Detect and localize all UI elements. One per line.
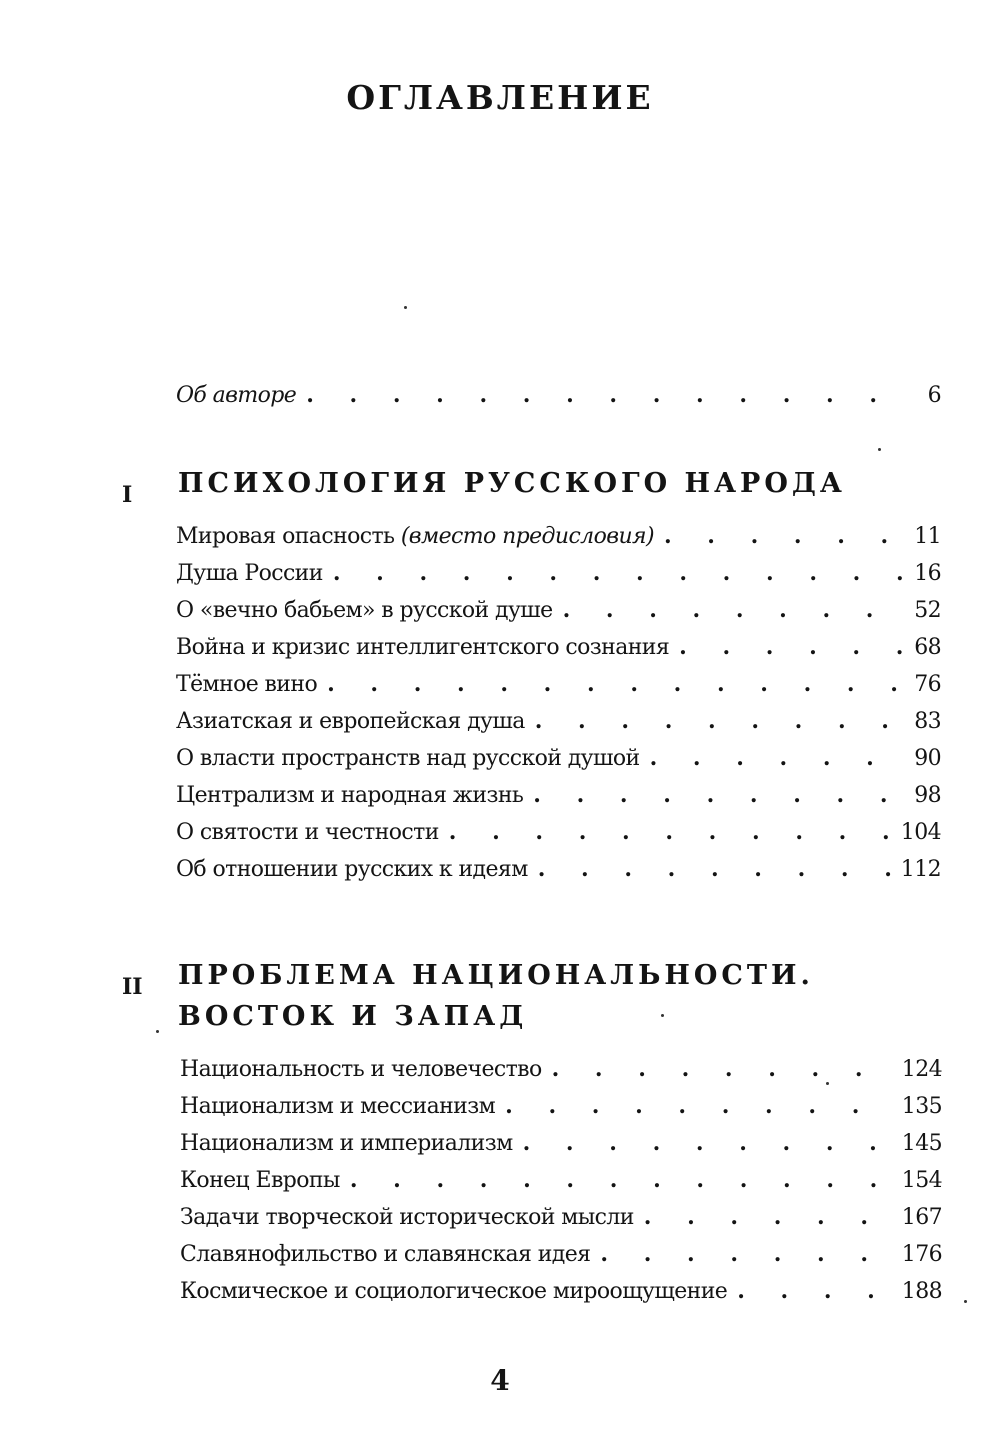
toc-entry[interactable]	[176, 521, 941, 552]
toc-entry-label: О «вечно бабьем» в русской душе	[176, 598, 553, 623]
dot-leader	[679, 632, 903, 662]
toc-entry-label: Душа России	[176, 561, 323, 586]
dot-leader	[552, 1054, 892, 1084]
toc-entry-page: 11	[914, 524, 941, 549]
toc-entry[interactable]	[176, 632, 941, 663]
toc-entry[interactable]	[180, 1165, 942, 1196]
toc-entry-label: Национальность и человечество	[180, 1057, 542, 1082]
dot-leader	[538, 854, 891, 884]
toc-entry-page: 90	[914, 746, 941, 771]
toc-entry-label: Азиатская и европейская душа	[176, 709, 525, 734]
dot-leader	[664, 521, 903, 551]
dot-leader	[505, 1091, 892, 1121]
toc-entry-page: 83	[914, 709, 941, 734]
toc-entry-page: 68	[914, 635, 941, 660]
dot-leader	[535, 706, 903, 736]
dot-leader	[600, 1239, 891, 1269]
dot-leader	[644, 1202, 892, 1232]
toc-entry[interactable]	[180, 1276, 942, 1307]
dot-leader	[563, 595, 903, 625]
toc-entry-page: 154	[901, 1168, 942, 1193]
scan-speck	[156, 1030, 159, 1033]
toc-entry-label: Славянофильство и славянская идея	[180, 1242, 591, 1267]
toc-entry[interactable]	[180, 1128, 942, 1159]
toc-entry[interactable]	[176, 854, 941, 885]
toc-entry-label: О власти пространств над русской душой	[176, 746, 640, 771]
toc-entry[interactable]	[176, 669, 941, 700]
toc-entry[interactable]	[180, 1202, 942, 1233]
dot-leader	[327, 669, 903, 699]
toc-entry-label: Война и кризис интеллигентского сознания	[176, 635, 670, 660]
scan-speck	[878, 448, 881, 451]
dot-leader	[533, 780, 903, 810]
toc-entry[interactable]	[176, 743, 941, 774]
toc-entry-page: 167	[901, 1205, 942, 1230]
section-number: I	[122, 482, 133, 508]
toc-entry-label: Тёмное вино	[176, 672, 318, 697]
section-title: ПСИХОЛОГИЯ РУССКОГО НАРОДА	[178, 468, 846, 499]
toc-entry[interactable]	[176, 817, 941, 848]
dot-leader	[350, 1165, 892, 1195]
toc-entry[interactable]	[176, 780, 941, 811]
page-title: ОГЛАВЛЕНИЕ	[346, 78, 654, 117]
toc-entry-label: Мировая опасность (вместо предисловия)	[176, 524, 654, 549]
toc-entry-page: 98	[914, 783, 941, 808]
toc-entry-label: Конец Европы	[180, 1168, 340, 1193]
toc-entry-page: 104	[900, 820, 941, 845]
toc-entry-label: Централизм и народная жизнь	[176, 783, 524, 808]
toc-entry-page: 188	[901, 1279, 942, 1304]
toc-entry-page: 52	[914, 598, 941, 623]
toc-entry-page: 6	[927, 383, 941, 408]
toc-entry-label: Об отношении русских к идеям	[176, 857, 528, 882]
toc-entry-page: 112	[900, 857, 941, 882]
scan-speck	[964, 1300, 967, 1303]
toc-entry-page: 124	[901, 1057, 942, 1082]
toc-entry[interactable]	[176, 706, 941, 737]
toc-entry-page: 145	[901, 1131, 942, 1156]
toc-entry-page: 135	[901, 1094, 942, 1119]
toc-entry-label: Об авторе	[176, 383, 297, 408]
toc-entry-label: Задачи творческой исторической мысли	[180, 1205, 634, 1230]
toc-entry-about-author[interactable]	[176, 380, 941, 411]
toc-entry-label: Космическое и социологическое мироощущение	[180, 1279, 728, 1304]
toc-entry-label-italic: (вместо предисловия)	[400, 524, 654, 549]
dot-leader	[737, 1276, 892, 1306]
toc-entry-label: Национализм и мессианизм	[180, 1094, 496, 1119]
toc-entry-page: 16	[914, 561, 941, 586]
toc-entry[interactable]	[180, 1239, 942, 1270]
section-number: II	[122, 974, 143, 1000]
scan-speck	[661, 1014, 664, 1017]
dot-leader	[650, 743, 903, 773]
scan-speck	[826, 1082, 829, 1085]
toc-entry[interactable]	[176, 558, 941, 589]
toc-entry[interactable]	[180, 1091, 942, 1122]
toc-entry-label: Национализм и империализм	[180, 1131, 513, 1156]
dot-leader	[333, 558, 903, 588]
toc-entry[interactable]	[176, 595, 941, 626]
section-title-line-1: ПРОБЛЕМА НАЦИОНАЛЬНОСТИ.	[178, 960, 814, 991]
section-title-line-2: ВОСТОК И ЗАПАД	[178, 1001, 528, 1032]
scan-speck	[404, 306, 407, 309]
dot-leader	[306, 380, 903, 410]
toc-entry-page: 176	[901, 1242, 942, 1267]
toc-entry-label: О святости и честности	[176, 820, 439, 845]
toc-entry-page: 76	[914, 672, 941, 697]
dot-leader	[449, 817, 891, 847]
page-number: 4	[490, 1364, 510, 1397]
toc-entry[interactable]	[180, 1054, 942, 1085]
dot-leader	[523, 1128, 892, 1158]
